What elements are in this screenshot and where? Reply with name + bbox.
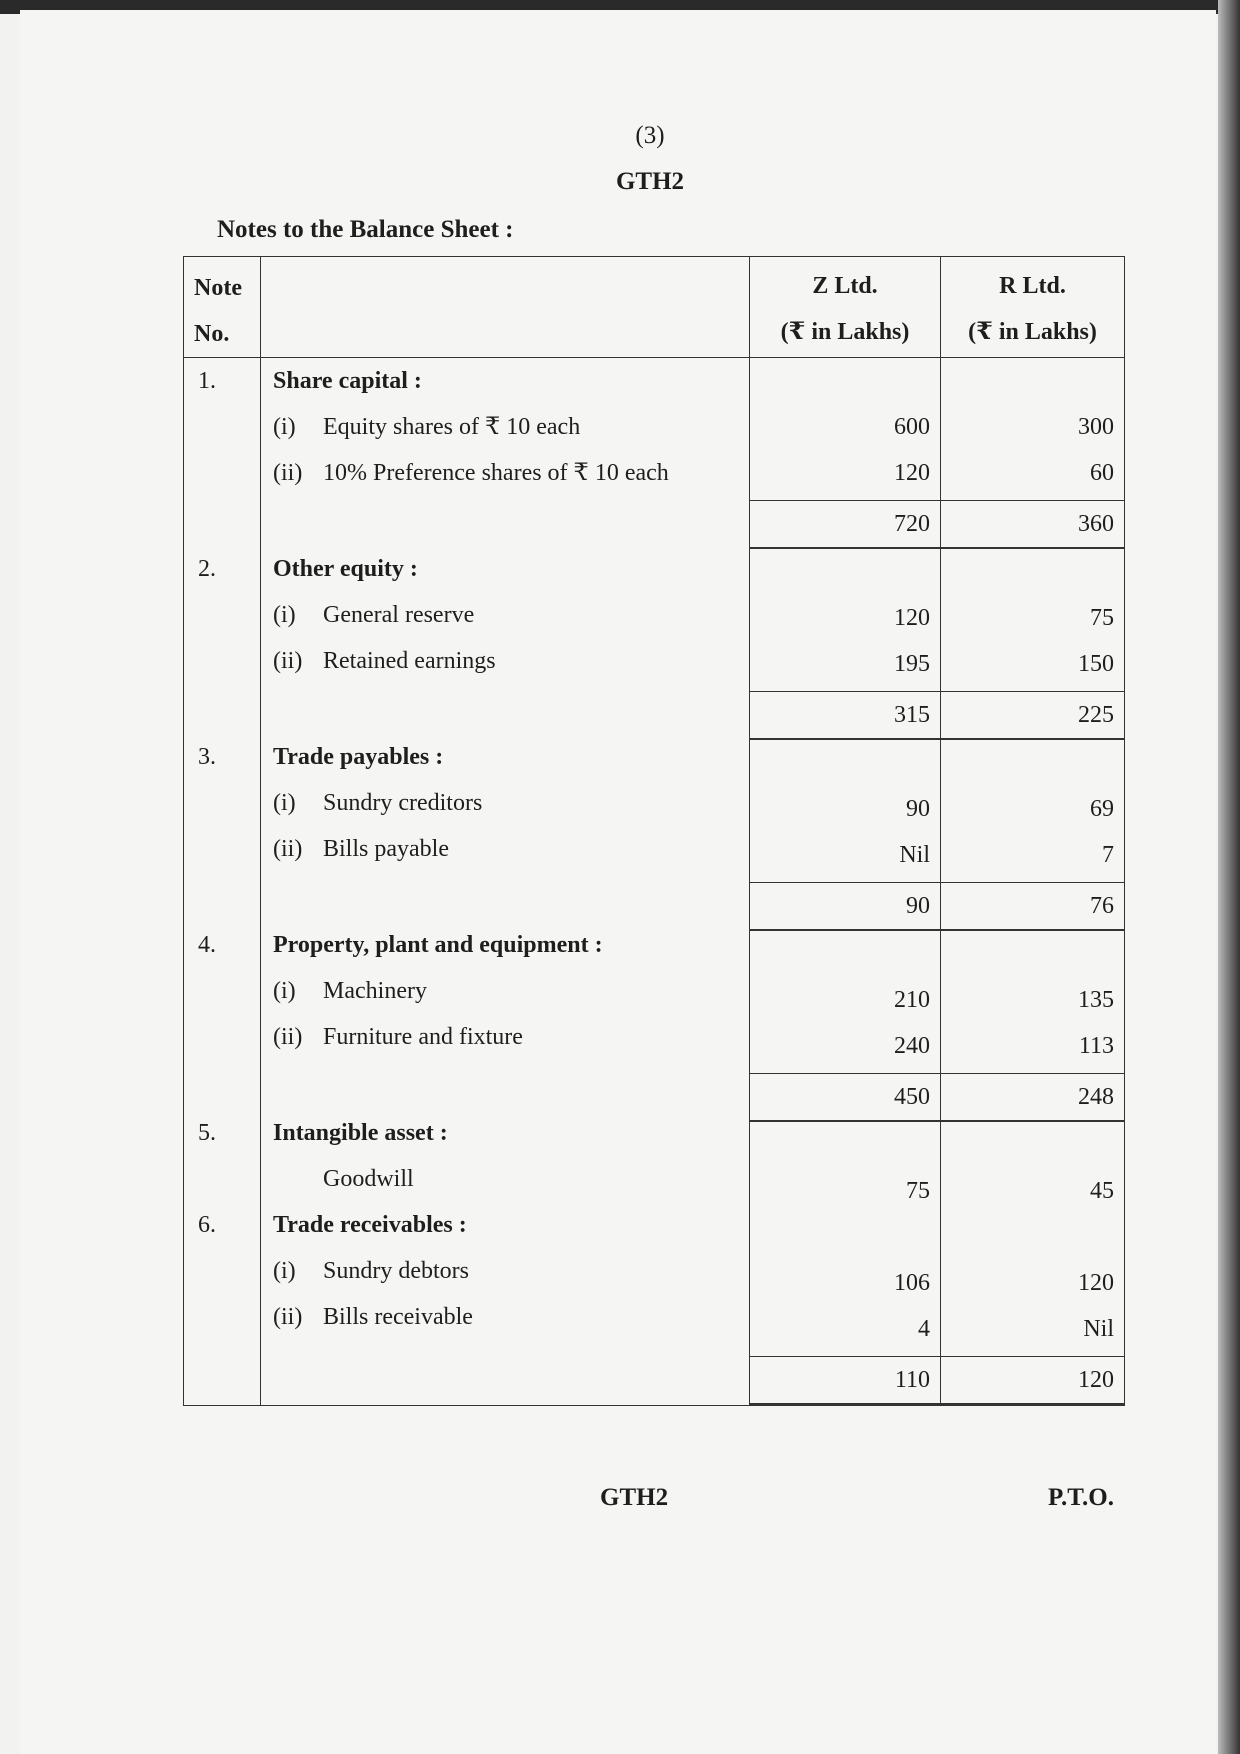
- blank-cell: [261, 1064, 749, 1110]
- line-item: [261, 404, 749, 450]
- blank-cell: [184, 1248, 260, 1294]
- z-ltd-value: 195: [894, 651, 930, 677]
- z-ltd-value: 120: [894, 605, 930, 631]
- item-label: Equity shares of ₹ 10 each: [323, 414, 581, 440]
- r-ltd-column: [941, 358, 1125, 1406]
- line-item: [261, 780, 749, 826]
- notes-table: [183, 256, 1125, 1406]
- r-ltd-value: 120: [1078, 1270, 1114, 1296]
- item-label: Retained earnings: [323, 648, 496, 674]
- z-ltd-value: 90: [906, 796, 930, 822]
- line-item: [261, 592, 749, 638]
- blank-cell: [184, 688, 260, 734]
- z-ltd-value: 106: [894, 1270, 930, 1296]
- blank-cell: [750, 358, 940, 404]
- blank-cell: [184, 968, 260, 1014]
- note-no-header: Note No.: [184, 257, 261, 358]
- item-numeral: (i): [273, 1258, 296, 1284]
- item-label: General reserve: [323, 602, 475, 628]
- blank-cell: [941, 931, 1124, 977]
- r-ltd-total: 76: [941, 882, 1124, 931]
- blank-cell: [184, 1344, 260, 1390]
- z-ltd-value: 4: [918, 1316, 930, 1342]
- blank-cell: [261, 876, 749, 922]
- blank-cell: [184, 450, 260, 496]
- scan-right-edge: [1218, 0, 1240, 1754]
- z-ltd-value: 240: [894, 1033, 930, 1059]
- z-ltd-total: 450: [750, 1073, 940, 1122]
- r-ltd-value: 60: [1090, 460, 1114, 486]
- item-numeral: (ii): [273, 1304, 303, 1330]
- r-ltd-total: 225: [941, 691, 1124, 740]
- blank-cell: [184, 638, 260, 684]
- blank-cell: [750, 1122, 940, 1168]
- table-body-row: [184, 358, 1125, 1406]
- blank-cell: [184, 592, 260, 638]
- blank-cell: [184, 780, 260, 826]
- item-numeral: (i): [273, 414, 296, 440]
- item-numeral: (ii): [273, 836, 303, 862]
- item-numeral: (ii): [273, 460, 303, 486]
- page-number: (3): [635, 122, 665, 149]
- item-numeral: (ii): [273, 648, 303, 674]
- r-ltd-value: 300: [1078, 414, 1114, 440]
- item-label: Bills receivable: [323, 1304, 473, 1330]
- r-ltd-value: 75: [1090, 605, 1114, 631]
- section-title: Notes to the Balance Sheet :: [217, 216, 514, 243]
- blank-cell: [941, 549, 1124, 595]
- item-label: Sundry debtors: [323, 1258, 469, 1284]
- blank-cell: [750, 549, 940, 595]
- z-ltd-value: 120: [894, 460, 930, 486]
- z-ltd-value: 75: [906, 1178, 930, 1204]
- item-label: Sundry creditors: [323, 790, 483, 816]
- note-heading: Property, plant and equipment :: [273, 932, 603, 958]
- z-ltd-header: Z Ltd. (₹ in Lakhs): [750, 257, 941, 358]
- note-number: 4.: [198, 932, 216, 958]
- note-number-column: [184, 358, 261, 1406]
- note-number: 3.: [198, 744, 216, 770]
- blank-cell: [261, 688, 749, 734]
- blank-cell: [941, 1214, 1124, 1260]
- r-ltd-header: R Ltd. (₹ in Lakhs): [941, 257, 1125, 358]
- item-label: 10% Preference shares of ₹ 10 each: [323, 460, 669, 486]
- item-numeral: (i): [273, 978, 296, 1004]
- note-heading: Share capital :: [273, 368, 422, 394]
- blank-cell: [941, 1122, 1124, 1168]
- item-label: Furniture and fixture: [323, 1024, 523, 1050]
- blank-cell: [750, 740, 940, 786]
- line-item: [261, 1294, 749, 1340]
- note-number: 6.: [198, 1212, 216, 1238]
- note-number: 5.: [198, 1120, 216, 1146]
- note-heading: Intangible asset :: [273, 1120, 448, 1146]
- r-ltd-total: 360: [941, 500, 1124, 549]
- blank-cell: [184, 500, 260, 546]
- r-ltd-value: 7: [1102, 842, 1114, 868]
- blank-cell: [184, 1156, 260, 1202]
- r-ltd-value: 45: [1090, 1178, 1114, 1204]
- note-heading: Trade payables :: [273, 744, 444, 770]
- note-heading: Other equity :: [273, 556, 418, 582]
- blank-cell: [261, 1344, 749, 1390]
- blank-cell: [941, 358, 1124, 404]
- r-ltd-value: 150: [1078, 651, 1114, 677]
- z-ltd-value: 210: [894, 987, 930, 1013]
- blank-cell: [184, 826, 260, 872]
- r-ltd-value: 135: [1078, 987, 1114, 1013]
- item-label: Machinery: [323, 978, 427, 1004]
- item-numeral: (ii): [273, 1024, 303, 1050]
- line-item: [261, 1014, 749, 1060]
- paper-code-bottom: GTH2: [600, 1484, 669, 1511]
- r-ltd-total: 120: [941, 1356, 1124, 1405]
- z-ltd-value: 600: [894, 414, 930, 440]
- z-ltd-total: 110: [750, 1356, 940, 1405]
- blank-cell: [184, 1294, 260, 1340]
- paper-code-top: GTH2: [615, 168, 685, 195]
- blank-cell: [184, 1014, 260, 1060]
- blank-cell: [184, 404, 260, 450]
- z-ltd-value: Nil: [899, 842, 930, 868]
- table-header-row: [184, 257, 1125, 358]
- z-ltd-total: 315: [750, 691, 940, 740]
- item-label: Bills payable: [323, 836, 449, 862]
- description-column: [261, 358, 750, 1406]
- description-header: [261, 257, 750, 358]
- line-item: [261, 826, 749, 872]
- z-ltd-total: 720: [750, 500, 940, 549]
- r-ltd-value: 69: [1090, 796, 1114, 822]
- blank-cell: [184, 1064, 260, 1110]
- line-item: [261, 450, 749, 496]
- note-number: 1.: [198, 368, 216, 394]
- line-item: [261, 1156, 749, 1202]
- note-heading: Trade receivables :: [273, 1212, 467, 1238]
- item-label: Goodwill: [323, 1166, 414, 1192]
- blank-cell: [750, 931, 940, 977]
- line-item: [261, 638, 749, 684]
- r-ltd-total: 248: [941, 1073, 1124, 1122]
- r-ltd-value: Nil: [1083, 1316, 1114, 1342]
- line-item: [261, 1248, 749, 1294]
- line-item: [261, 968, 749, 1014]
- pto-label: P.T.O.: [1048, 1484, 1114, 1511]
- z-ltd-column: [750, 358, 941, 1406]
- blank-cell: [261, 500, 749, 546]
- blank-cell: [941, 740, 1124, 786]
- item-numeral: (i): [273, 790, 296, 816]
- r-ltd-value: 113: [1078, 1033, 1114, 1059]
- z-ltd-total: 90: [750, 882, 940, 931]
- note-number: 2.: [198, 556, 216, 582]
- blank-cell: [750, 1214, 940, 1260]
- blank-cell: [184, 876, 260, 922]
- item-numeral: (i): [273, 602, 296, 628]
